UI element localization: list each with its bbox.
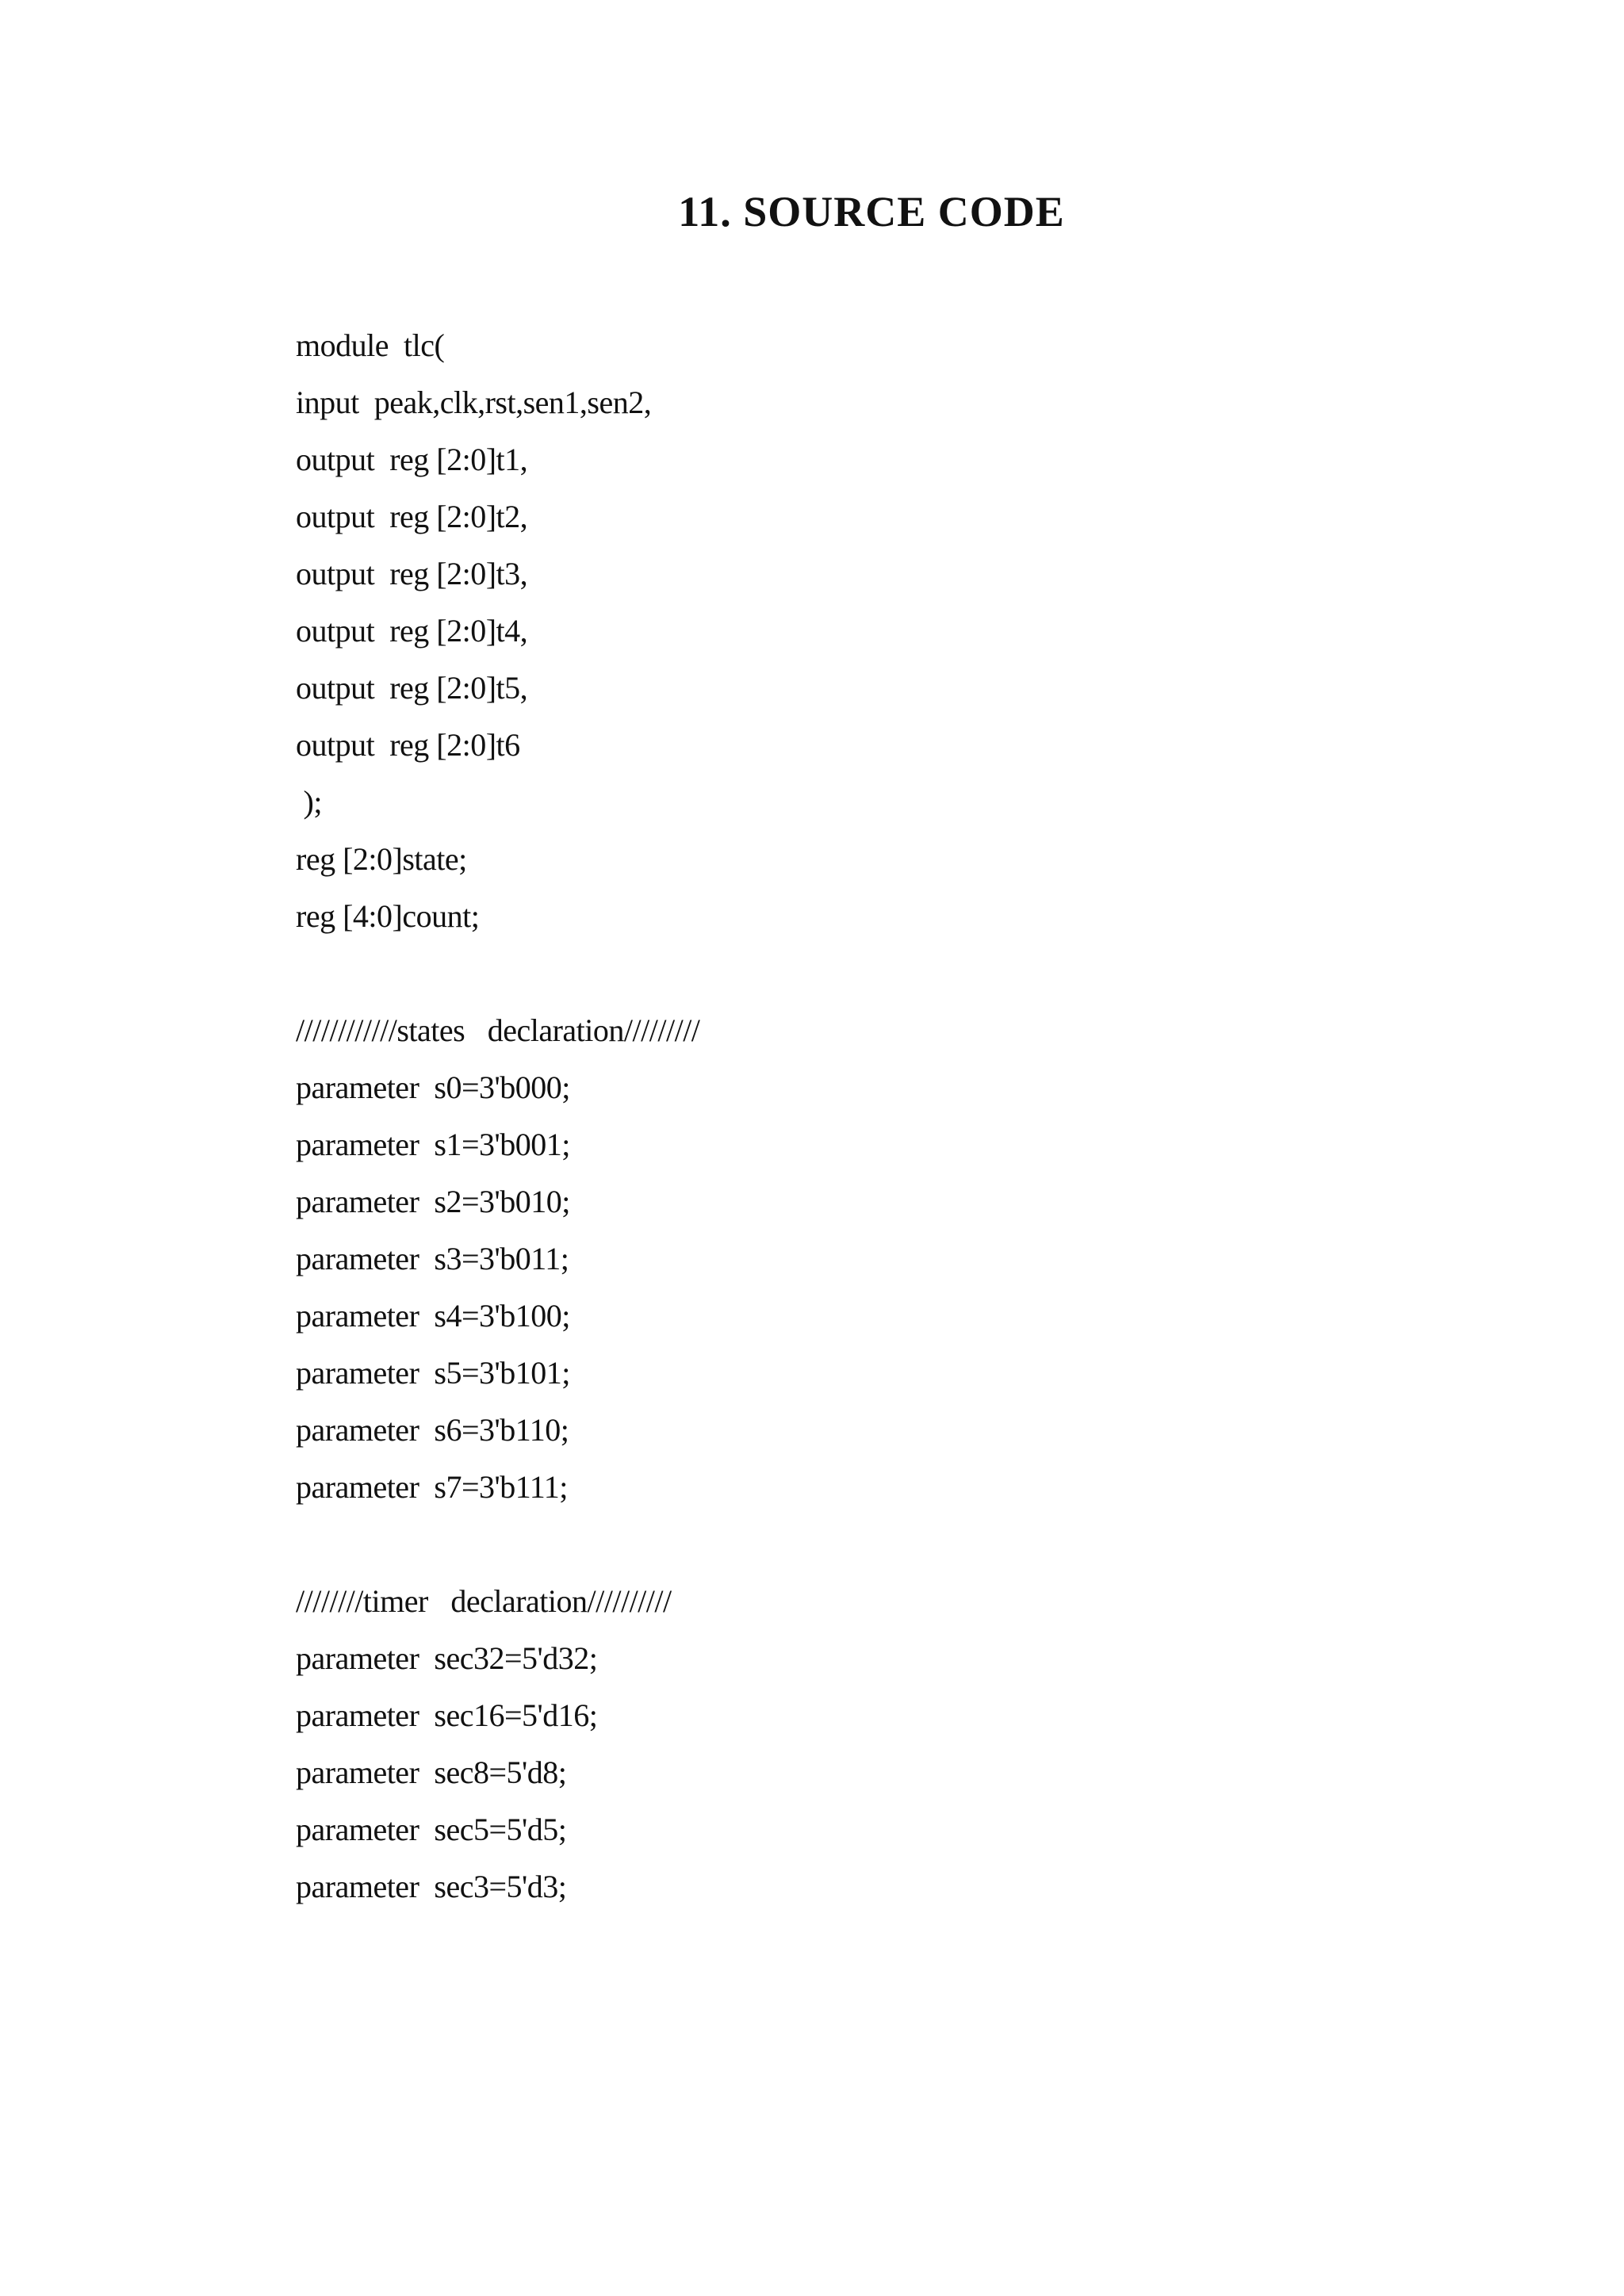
code-line: parameter sec5=5'd5; [296, 1812, 567, 1847]
code-line: reg [4:0]count; [296, 898, 480, 934]
blank-line [296, 945, 1485, 1002]
code-line: output reg [2:0]t1, [296, 442, 528, 477]
code-line: output reg [2:0]t2, [296, 499, 528, 534]
code-line: parameter s4=3'b100; [296, 1298, 570, 1334]
code-line: parameter s2=3'b010; [296, 1184, 570, 1219]
code-line: parameter s7=3'b111; [296, 1469, 568, 1505]
code-line: reg [2:0]state; [296, 841, 467, 877]
code-line: ); [296, 784, 322, 820]
code-line: parameter s0=3'b000; [296, 1070, 570, 1105]
code-line: module tlc( [296, 327, 445, 363]
source-code-block [296, 317, 1485, 1915]
code-line: output reg [2:0]t5, [296, 670, 528, 706]
code-line: output reg [2:0]t4, [296, 613, 528, 649]
code-line: ////////timer declaration////////// [296, 1583, 672, 1619]
page-title: 11. SOURCE CODE [678, 188, 1065, 235]
code-line: parameter s1=3'b001; [296, 1127, 570, 1162]
code-line: parameter s5=3'b101; [296, 1355, 570, 1391]
code-line: parameter s6=3'b110; [296, 1412, 569, 1448]
code-line: parameter sec32=5'd32; [296, 1640, 598, 1676]
code-line: parameter sec3=5'd3; [296, 1869, 567, 1904]
code-line: parameter s3=3'b011; [296, 1241, 569, 1276]
code-line: ////////////states declaration///////// [296, 1012, 700, 1048]
code-line: parameter sec8=5'd8; [296, 1755, 567, 1790]
code-line: output reg [2:0]t6 [296, 727, 520, 763]
code-line: output reg [2:0]t3, [296, 556, 528, 591]
code-line: parameter sec16=5'd16; [296, 1697, 598, 1733]
blank-line [296, 1516, 1485, 1573]
code-line: input peak,clk,rst,sen1,sen2, [296, 385, 652, 420]
